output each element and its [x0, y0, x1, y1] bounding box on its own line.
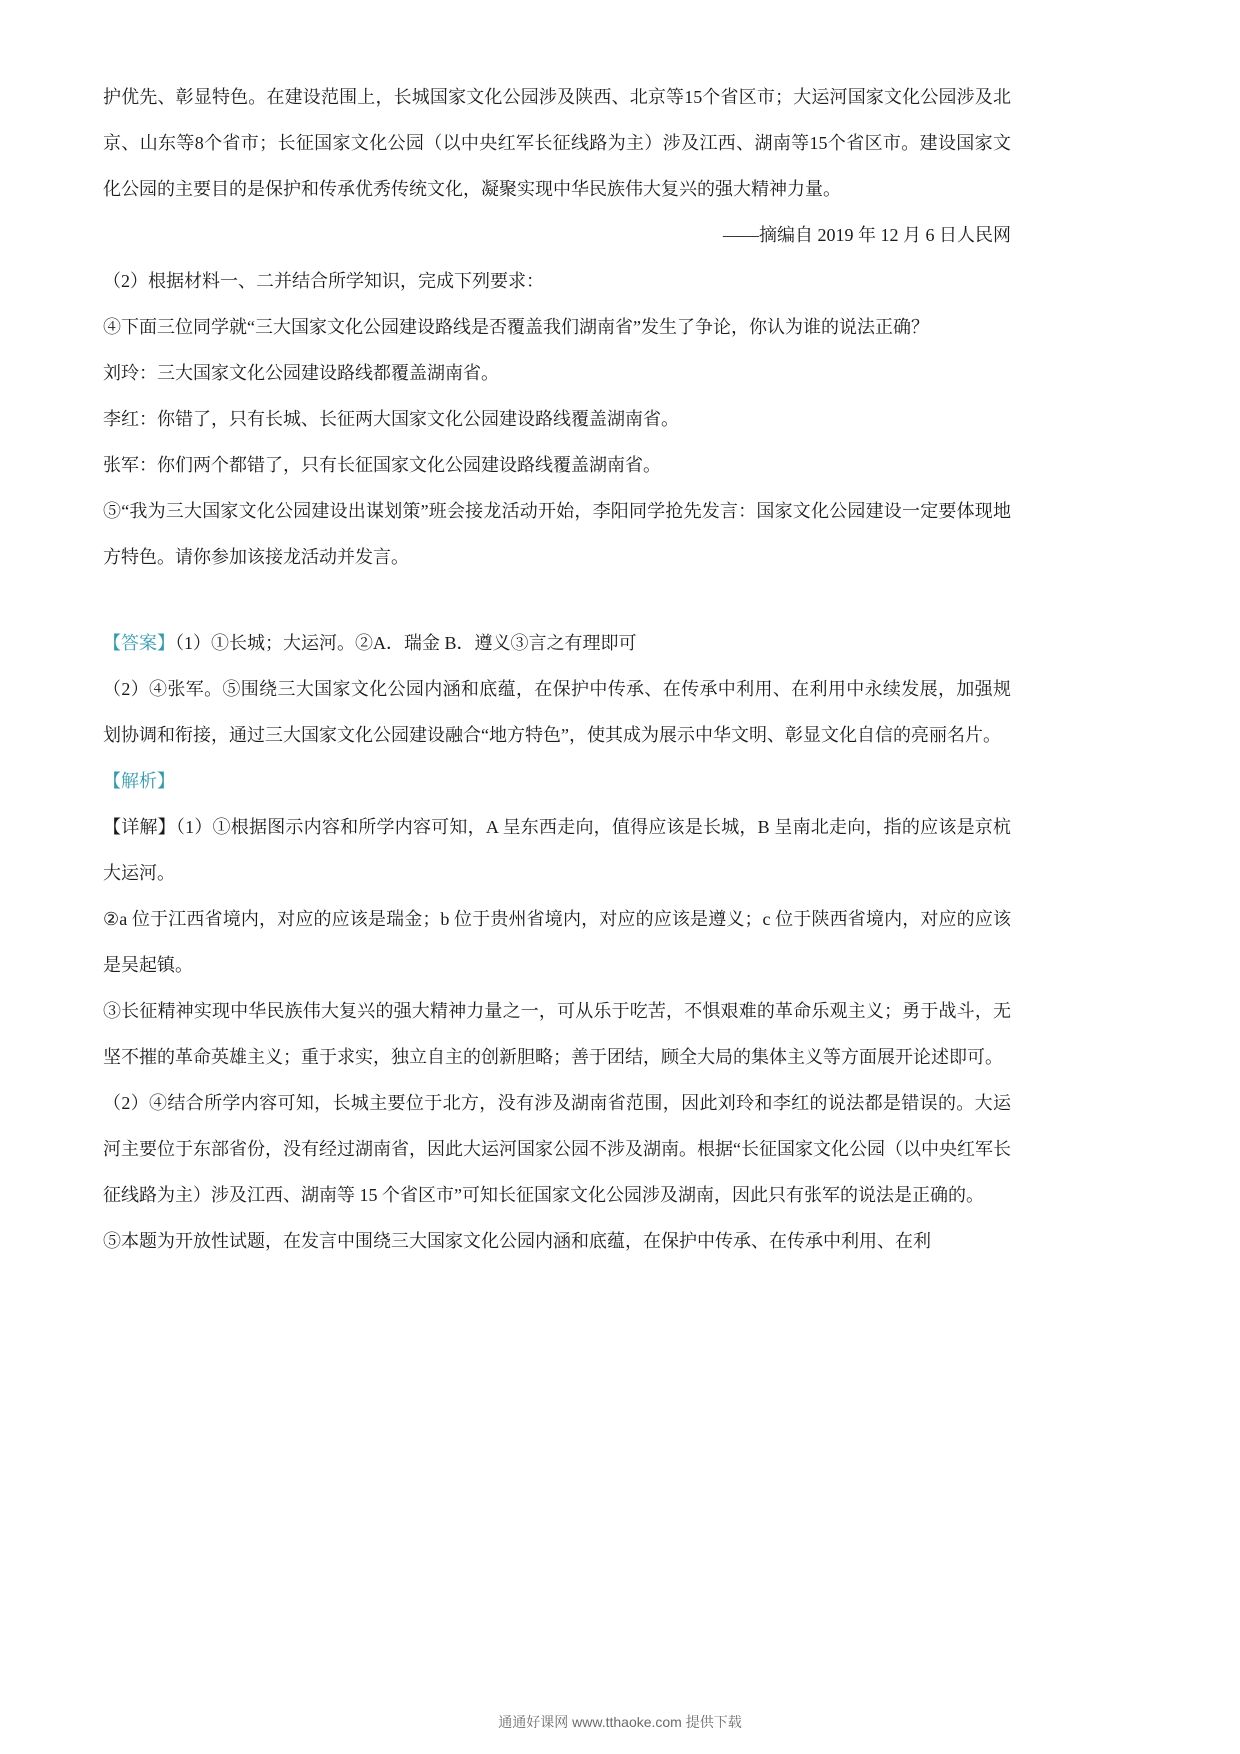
analysis-label-line	[103, 758, 1011, 804]
statement-zhangjun: 张军：你们两个都错了，只有长征国家文化公园建设路线覆盖湖南省。	[103, 455, 661, 475]
statement-liuling: 刘玲：三大国家文化公园建设路线都覆盖湖南省。	[103, 363, 499, 383]
detail-paragraph-5: ⑤本题为开放性试题，在发言中围绕三大国家文化公园内涵和底蕴，在保护中传承、在传承中利用、在利	[103, 1231, 931, 1251]
question-4: ④下面三位同学就“三大国家文化公园建设路线是否覆盖我们湖南省”发生了争论，你认为谁的说法正确？	[103, 317, 929, 337]
page-footer: 通通好课网 www.tthaoke.com 提供下载	[498, 1714, 742, 1730]
detail-paragraph-4: （2）④结合所学内容可知，长城主要位于北方，没有涉及湖南省范围，因此刘玲和李红的说法都是错误的。大运河主要位于东部省份，没有经过湖南省，因此大运河国家公园不涉及湖南。根据“长征国家文化公园（以中央红军长征线路为主）涉及江西、湖南等 15 个省区市”可知长征国家文化公园涉及湖南，因此只有张军的说法是正确的。	[103, 1093, 1011, 1205]
answer-part1-text: （1）①长城；大运河。②A．瑞金 B．遵义③言之有理即可	[175, 633, 637, 653]
answer-label: 【答案】	[103, 633, 175, 653]
question-intro: （2）根据材料一、二并结合所学知识，完成下列要求：	[103, 271, 544, 291]
material-paragraph: 护优先、彰显特色。在建设范围上，长城国家文化公园涉及陕西、北京等15个省区市；大运河国家文化公园涉及北京、山东等8个省市；长征国家文化公园（以中央红军长征线路为主）涉及江西、湖南等15个省区市。建设国家文化公园的主要目的是保护和传承优秀传统文化，凝聚实现中华民族伟大复兴的强大精神力量。	[103, 87, 1011, 199]
answer-paragraph-1	[103, 620, 1011, 666]
detail-paragraph-3: ③长征精神实现中华民族伟大复兴的强大精神力量之一，可从乐于吃苦，不惧艰难的革命乐观主义；勇于战斗，无坚不摧的革命英雄主义；重于求实，独立自主的创新胆略；善于团结，顾全大局的集体主义等方面展开论述即可。	[103, 1001, 1011, 1067]
answer-paragraph-2: （2）④张军。⑤围绕三大国家文化公园内涵和底蕴，在保护中传承、在传承中利用、在利用中永续发展，加强规划协调和衔接，通过三大国家文化公园建设融合“地方特色”，使其成为展示中华文明、彰显文化自信的亮丽名片。	[103, 679, 1011, 745]
detail-paragraph-2: ②a 位于江西省境内，对应的应该是瑞金；b 位于贵州省境内，对应的应该是遵义；c 位于陕西省境内，对应的应该是吴起镇。	[103, 909, 1011, 975]
statement-lihong: 李红：你错了，只有长城、长征两大国家文化公园建设路线覆盖湖南省。	[103, 409, 679, 429]
detail-label: 【详解】	[103, 817, 176, 837]
source-line: ——摘编自 2019 年 12 月 6 日人民网	[723, 225, 1011, 245]
document-body	[103, 74, 1011, 1264]
detail-1-text: （1）①根据图示内容和所学内容可知，A 呈东西走向，值得应该是长城，B 呈南北走向，指的应该是京杭大运河。	[103, 817, 1012, 883]
question-5: ⑤“我为三大国家文化公园建设出谋划策”班会接龙活动开始，李阳同学抢先发言：国家文化公园建设一定要体现地方特色。请你参加该接龙活动并发言。	[103, 501, 1011, 567]
analysis-label: 【解析】	[103, 771, 175, 791]
detail-paragraph-1	[103, 804, 1011, 896]
